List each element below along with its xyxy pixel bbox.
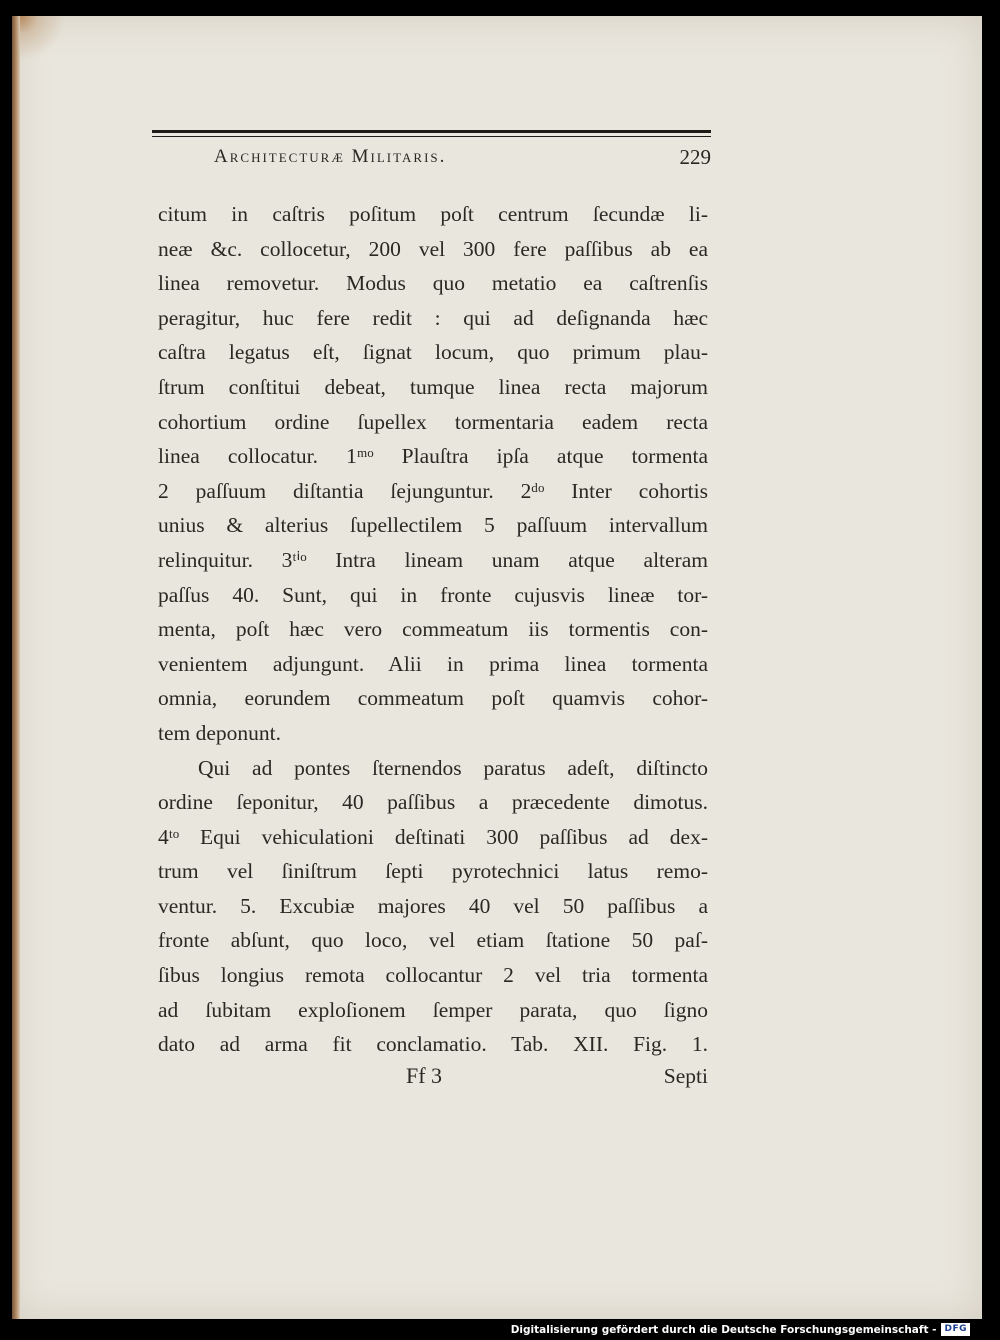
text-line: menta, poſt hæc vero commeatum iis tormentis con-: [158, 617, 708, 642]
text-line: ſibus longius remota collocantur 2 vel tria tormenta: [158, 963, 708, 988]
running-title: Architecturæ Militaris.: [214, 146, 447, 167]
text-line: caſtra legatus eſt, ſignat locum, quo primum plau-: [158, 340, 708, 365]
text-line: paſſus 40. Sunt, qui in fronte cujusvis lineæ tor-: [158, 582, 708, 607]
text-line: ad ſubitam exploſionem ſemper parata, quo ſigno: [158, 997, 708, 1022]
text-line: ventur. 5. Excubiæ majores 40 vel 50 paſſibus a: [158, 893, 708, 918]
scanned-page: [12, 16, 982, 1319]
credit-text: Digitalisierung gefördert durch die Deutsche Forschungsgemeinschaft -: [510, 1323, 937, 1336]
text-line: omnia, eorundem commeatum poſt quamvis cohor-: [158, 686, 708, 711]
text-line: trum vel ſiniſtrum ſepti pyrotechnici latus remo-: [158, 859, 708, 884]
dfg-logo: DFG: [941, 1323, 970, 1336]
text-line: fronte abſunt, quo loco, vel etiam ſtatione 50 paſ-: [158, 928, 708, 953]
text-line: 2 paſſuum diſtantia ſejunguntur. 2ᵈᵒ Inter cohortis: [158, 478, 708, 503]
text-line: unius & alterius ſupellectilem 5 paſſuum intervallum: [158, 513, 708, 538]
header-rule-thin: [152, 136, 711, 137]
catchword: Septi: [663, 1064, 708, 1088]
text-line: tem deponunt.: [158, 720, 282, 745]
text-line: ſtrum conſtitui debeat, tumque linea recta majorum: [158, 374, 708, 399]
page-footer: [158, 1059, 708, 1093]
paragraph-start-line: Qui ad pontes ſternendos paratus adeſt, diſtincto: [198, 755, 708, 780]
text-line: linea removetur. Modus quo metatio ea caſtrenſis: [158, 271, 708, 296]
text-line: venientem adjungunt. Alii in prima linea tormenta: [158, 651, 708, 676]
text-line: relinquitur. 3ᵗⁱᵒ Intra lineam unam atque alteram: [158, 547, 708, 572]
page-stain: [20, 16, 80, 76]
text-line: citum in caſtris poſitum poſt centrum ſecundæ li-: [158, 202, 708, 226]
header-rule-thick: [152, 130, 711, 133]
text-line: peragitur, huc fere redit : qui ad deſignanda hæc: [158, 305, 708, 330]
text-line: linea collocatur. 1ᵐᵒ Plauſtra ipſa atque tormenta: [158, 444, 708, 469]
text-line: cohortium ordine ſupellex tormentaria eadem recta: [158, 409, 708, 434]
digitization-credit: [511, 1323, 970, 1336]
running-head: [214, 140, 711, 176]
page-number: 229: [679, 145, 711, 169]
text-line: 4ᵗᵒ Equi vehiculationi deſtinati 300 paſſibus ad dex-: [158, 824, 708, 849]
text-line: ordine ſeponitur, 40 paſſibus a præcedente dimotus.: [158, 790, 708, 815]
text-line: neæ &c. collocetur, 200 vel 300 fere paſſibus ab ea: [158, 236, 708, 261]
body-text: [158, 197, 708, 1062]
book-spine-edge: [12, 16, 20, 1319]
signature-mark: Ff 3: [406, 1063, 443, 1088]
text-line: dato ad arma fit conclamatio. Tab. XII. Fig. 1.: [158, 1032, 708, 1057]
